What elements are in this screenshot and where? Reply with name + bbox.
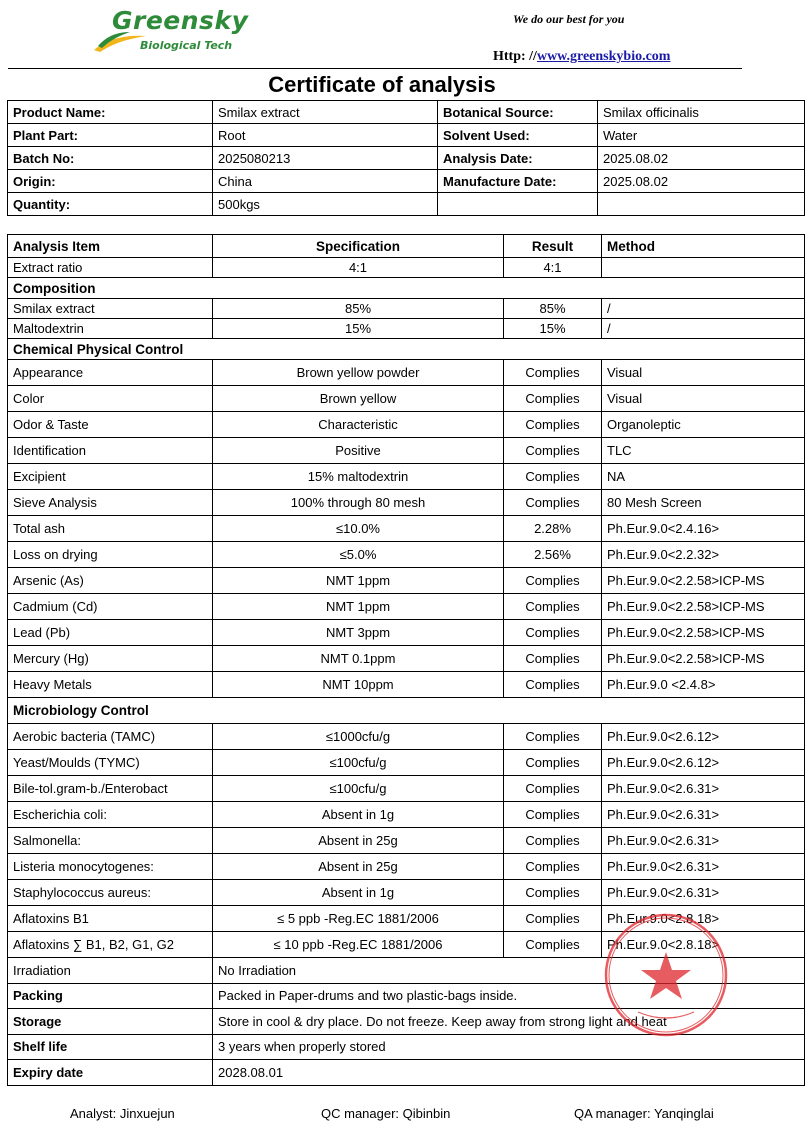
specification-cell: ≤100cfu/g: [213, 776, 504, 802]
specification-cell: NMT 10ppm: [213, 672, 504, 698]
storage-value: Store in cool & dry place. Do not freeze. Keep away from strong light and heat: [213, 1009, 805, 1035]
header-analysis-item: Analysis Item: [8, 235, 213, 258]
header-result: Result: [504, 235, 602, 258]
storage-row: [8, 1009, 805, 1035]
result-cell: Complies: [504, 880, 602, 906]
result-cell: Complies: [504, 438, 602, 464]
info-row: [8, 124, 805, 147]
company-logo-name: Greensky: [112, 6, 249, 35]
table-row: [8, 880, 805, 906]
table-row: [8, 932, 805, 958]
result-cell: Complies: [504, 828, 602, 854]
result-cell: Complies: [504, 568, 602, 594]
analysis-item-cell: Excipient: [8, 464, 213, 490]
analysis-item-cell: Staphylococcus aureus:: [8, 880, 213, 906]
document-header: [0, 0, 812, 78]
irradiation-value: No Irradiation: [213, 958, 805, 984]
table-row: [8, 464, 805, 490]
result-cell: Complies: [504, 802, 602, 828]
analysis-item-cell: Arsenic (As): [8, 568, 213, 594]
result-cell: Complies: [504, 932, 602, 958]
table-row: [8, 516, 805, 542]
analysis-item-cell: Maltodextrin: [8, 319, 213, 339]
table-row: [8, 802, 805, 828]
analysis-date-value: 2025.08.02: [598, 147, 805, 170]
analysis-item-cell: Loss on drying: [8, 542, 213, 568]
shelf-life-row: [8, 1034, 805, 1060]
section-composition: Composition: [8, 278, 805, 299]
website-link[interactable]: www.greenskybio.com: [536, 49, 671, 64]
analysis-date-label: Analysis Date:: [438, 147, 598, 170]
result-cell: Complies: [504, 776, 602, 802]
info-row: [8, 170, 805, 193]
analysis-item-cell: Cadmium (Cd): [8, 594, 213, 620]
page-title: Certificate of analysis: [268, 72, 496, 97]
method-cell: Ph.Eur.9.0<2.2.32>: [602, 542, 805, 568]
result-cell: Complies: [504, 646, 602, 672]
table-header-row: [8, 235, 805, 258]
method-cell: /: [602, 319, 805, 339]
table-row: [8, 412, 805, 438]
info-row: [8, 193, 805, 216]
method-cell: [602, 258, 805, 278]
method-cell: Ph.Eur.9.0<2.8.18>: [602, 932, 805, 958]
url-prefix: Http: //: [493, 49, 537, 64]
table-row: [8, 750, 805, 776]
result-cell: Complies: [504, 620, 602, 646]
method-cell: Ph.Eur.9.0 <2.4.8>: [602, 672, 805, 698]
result-cell: Complies: [504, 724, 602, 750]
table-row: [8, 776, 805, 802]
section-microbiology: Microbiology Control: [8, 698, 805, 724]
expiry-date-row: [8, 1060, 805, 1086]
result-cell: 4:1: [504, 258, 602, 278]
method-cell: Ph.Eur.9.0<2.2.58>ICP-MS: [602, 620, 805, 646]
analysis-table-body: [8, 235, 805, 1086]
specification-cell: NMT 3ppm: [213, 620, 504, 646]
table-row: [8, 258, 805, 278]
product-name-label: Product Name:: [8, 101, 213, 124]
empty-cell: [438, 193, 598, 216]
table-row: [8, 672, 805, 698]
header-divider: [8, 68, 742, 69]
analysis-item-cell: Yeast/Moulds (TYMC): [8, 750, 213, 776]
result-cell: Complies: [504, 464, 602, 490]
botanical-source-label: Botanical Source:: [438, 101, 598, 124]
analysis-item-cell: Heavy Metals: [8, 672, 213, 698]
section-chemical-physical: Chemical Physical Control: [8, 339, 805, 360]
table-row: [8, 360, 805, 386]
section-row: [8, 698, 805, 724]
expiry-date-label: Expiry date: [8, 1060, 213, 1086]
table-row: [8, 490, 805, 516]
specification-cell: 100% through 80 mesh: [213, 490, 504, 516]
specification-cell: NMT 0.1ppm: [213, 646, 504, 672]
analysis-item-cell: Smilax extract: [8, 299, 213, 319]
specification-cell: Characteristic: [213, 412, 504, 438]
analysis-item-cell: Mercury (Hg): [8, 646, 213, 672]
method-cell: Ph.Eur.9.0<2.6.12>: [602, 724, 805, 750]
specification-cell: 15% maltodextrin: [213, 464, 504, 490]
table-row: [8, 319, 805, 339]
batch-label: Batch No:: [8, 147, 213, 170]
result-cell: Complies: [504, 386, 602, 412]
solvent-value: Water: [598, 124, 805, 147]
result-cell: Complies: [504, 490, 602, 516]
qc-manager-signature: QC manager: Qibinbin: [321, 1106, 451, 1121]
specification-cell: Absent in 1g: [213, 802, 504, 828]
analysis-item-cell: Color: [8, 386, 213, 412]
irradiation-row: [8, 958, 805, 984]
analysis-table: [7, 234, 805, 1086]
product-info-table: [7, 100, 805, 216]
analysis-item-cell: Bile-tol.gram-b./Enterobact: [8, 776, 213, 802]
company-slogan: We do our best for you: [513, 12, 625, 26]
result-cell: 85%: [504, 299, 602, 319]
website-line: [493, 49, 670, 65]
packing-label: Packing: [8, 983, 213, 1009]
specification-cell: Absent in 1g: [213, 880, 504, 906]
analysis-item-cell: Extract ratio: [8, 258, 213, 278]
result-cell: Complies: [504, 594, 602, 620]
storage-label: Storage: [8, 1009, 213, 1035]
method-cell: 80 Mesh Screen: [602, 490, 805, 516]
method-cell: Ph.Eur.9.0<2.6.31>: [602, 776, 805, 802]
analysis-item-cell: Aflatoxins B1: [8, 906, 213, 932]
result-cell: 2.28%: [504, 516, 602, 542]
solvent-label: Solvent Used:: [438, 124, 598, 147]
specification-cell: 15%: [213, 319, 504, 339]
method-cell: Ph.Eur.9.0<2.6.31>: [602, 802, 805, 828]
batch-value: 2025080213: [213, 147, 438, 170]
method-cell: Ph.Eur.9.0<2.2.58>ICP-MS: [602, 594, 805, 620]
quantity-label: Quantity:: [8, 193, 213, 216]
specification-cell: Absent in 25g: [213, 854, 504, 880]
product-name-value: Smilax extract: [213, 101, 438, 124]
table-row: [8, 646, 805, 672]
botanical-source-value: Smilax officinalis: [598, 101, 805, 124]
method-cell: /: [602, 299, 805, 319]
specification-cell: ≤10.0%: [213, 516, 504, 542]
method-cell: Ph.Eur.9.0<2.2.58>ICP-MS: [602, 568, 805, 594]
company-logo-subtitle: Biological Tech: [140, 39, 233, 52]
method-cell: Visual: [602, 386, 805, 412]
section-row: [8, 278, 805, 299]
specification-cell: ≤ 5 ppb -Reg.EC 1881/2006: [213, 906, 504, 932]
analysis-item-cell: Aerobic bacteria (TAMC): [8, 724, 213, 750]
specification-cell: ≤1000cfu/g: [213, 724, 504, 750]
table-row: [8, 906, 805, 932]
specification-cell: Brown yellow: [213, 386, 504, 412]
manufacture-date-value: 2025.08.02: [598, 170, 805, 193]
result-cell: 15%: [504, 319, 602, 339]
shelf-life-label: Shelf life: [8, 1034, 213, 1060]
header-method: Method: [602, 235, 805, 258]
specification-cell: 4:1: [213, 258, 504, 278]
analysis-item-cell: Salmonella:: [8, 828, 213, 854]
irradiation-label: Irradiation: [8, 958, 213, 984]
origin-value: China: [213, 170, 438, 193]
specification-cell: ≤100cfu/g: [213, 750, 504, 776]
packing-value: Packed in Paper-drums and two plastic-bags inside.: [213, 983, 805, 1009]
method-cell: Ph.Eur.9.0<2.8.18>: [602, 906, 805, 932]
table-row: [8, 299, 805, 319]
shelf-life-value: 3 years when properly stored: [213, 1034, 805, 1060]
table-row: [8, 386, 805, 412]
method-cell: Organoleptic: [602, 412, 805, 438]
result-cell: Complies: [504, 412, 602, 438]
table-row: [8, 724, 805, 750]
result-cell: Complies: [504, 854, 602, 880]
method-cell: NA: [602, 464, 805, 490]
analysis-item-cell: Listeria monocytogenes:: [8, 854, 213, 880]
specification-cell: ≤ 10 ppb -Reg.EC 1881/2006: [213, 932, 504, 958]
qa-manager-signature: QA manager: Yanqinglai: [574, 1106, 714, 1121]
result-cell: Complies: [504, 360, 602, 386]
table-row: [8, 594, 805, 620]
analysis-item-cell: Odor & Taste: [8, 412, 213, 438]
analysis-item-cell: Aflatoxins ∑ B1, B2, G1, G2: [8, 932, 213, 958]
section-row: [8, 339, 805, 360]
specification-cell: NMT 1ppm: [213, 568, 504, 594]
packing-row: [8, 983, 805, 1009]
quantity-value: 500kgs: [213, 193, 438, 216]
method-cell: Ph.Eur.9.0<2.6.31>: [602, 854, 805, 880]
method-cell: Ph.Eur.9.0<2.6.12>: [602, 750, 805, 776]
header-specification: Specification: [213, 235, 504, 258]
analysis-item-cell: Lead (Pb): [8, 620, 213, 646]
method-cell: Ph.Eur.9.0<2.2.58>ICP-MS: [602, 646, 805, 672]
method-cell: Ph.Eur.9.0<2.6.31>: [602, 880, 805, 906]
expiry-date-value: 2028.08.01: [213, 1060, 805, 1086]
analysis-item-cell: Identification: [8, 438, 213, 464]
specification-cell: NMT 1ppm: [213, 594, 504, 620]
plant-part-value: Root: [213, 124, 438, 147]
method-cell: Visual: [602, 360, 805, 386]
manufacture-date-label: Manufacture Date:: [438, 170, 598, 193]
table-row: [8, 542, 805, 568]
method-cell: TLC: [602, 438, 805, 464]
info-row: [8, 147, 805, 170]
specification-cell: Positive: [213, 438, 504, 464]
table-row: [8, 568, 805, 594]
result-cell: 2.56%: [504, 542, 602, 568]
specification-cell: 85%: [213, 299, 504, 319]
table-row: [8, 438, 805, 464]
analysis-item-cell: Total ash: [8, 516, 213, 542]
method-cell: Ph.Eur.9.0<2.4.16>: [602, 516, 805, 542]
result-cell: Complies: [504, 750, 602, 776]
result-cell: Complies: [504, 906, 602, 932]
table-row: [8, 828, 805, 854]
table-row: [8, 854, 805, 880]
specification-cell: Brown yellow powder: [213, 360, 504, 386]
analysis-item-cell: Escherichia coli:: [8, 802, 213, 828]
analysis-item-cell: Sieve Analysis: [8, 490, 213, 516]
plant-part-label: Plant Part:: [8, 124, 213, 147]
analysis-item-cell: Appearance: [8, 360, 213, 386]
specification-cell: ≤5.0%: [213, 542, 504, 568]
result-cell: Complies: [504, 672, 602, 698]
table-row: [8, 620, 805, 646]
analyst-signature: Analyst: Jinxuejun: [70, 1106, 175, 1121]
empty-cell: [598, 193, 805, 216]
specification-cell: Absent in 25g: [213, 828, 504, 854]
origin-label: Origin:: [8, 170, 213, 193]
info-row: [8, 101, 805, 124]
method-cell: Ph.Eur.9.0<2.6.31>: [602, 828, 805, 854]
